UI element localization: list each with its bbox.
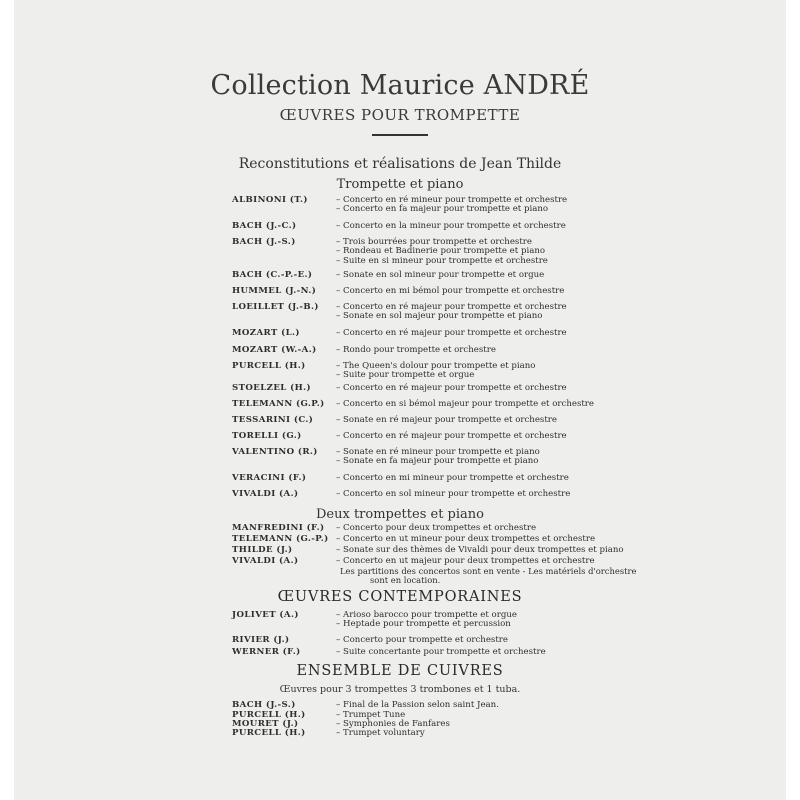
work-title: – Concerto en sol mineur pour trompette et orchestre: [336, 489, 571, 499]
work-title: – Concerto en ré majeur pour trompette et orchestre: [336, 302, 567, 312]
works-list: [336, 557, 595, 566]
work-title: – Concerto pour trompette et orchestre: [336, 635, 508, 645]
rental-note-line-1: Les partitions des concertos sont en vente - Les matériels d'orchestre: [340, 566, 637, 576]
composer-name: TELEMANN (G.P.): [232, 399, 325, 409]
works-list: [336, 271, 544, 280]
composer-name: BACH (J.-S.): [232, 237, 296, 247]
composer-name: BACH (J.-S.): [232, 700, 296, 710]
page-subtitle: ŒUVRES POUR TROMPETTE: [279, 106, 521, 124]
composer-name: VIVALDI (A.): [232, 489, 299, 499]
work-title: – Concerto en ré majeur pour trompette et orchestre: [336, 328, 567, 338]
works-list: [336, 636, 508, 645]
section-heading-trompette-piano: Trompette et piano: [336, 177, 464, 192]
work-title: – Concerto en ré majeur pour trompette et orchestre: [336, 383, 567, 393]
composer-name: TELEMANN (G.-P.): [232, 534, 329, 544]
work-title: – Suite pour trompette et orgue: [336, 370, 475, 381]
works-list: [336, 729, 425, 738]
composer-name: WERNER (F.): [232, 647, 301, 657]
works-list: [336, 448, 540, 467]
composer-name: MOURET (J.): [232, 719, 299, 729]
composer-name: LOEILLET (J.-B.): [232, 302, 319, 312]
composer-name: BACH (J.-C.): [232, 221, 297, 231]
work-title: – Trumpet Tune: [336, 710, 406, 720]
page-title: Collection Maurice ANDRÉ: [210, 70, 590, 101]
work-title: – Concerto en ut mineur pour deux trompettes et orchestre: [336, 534, 596, 544]
rental-note-line-2: sont en location.: [370, 575, 441, 586]
work-title: – Sonate en sol majeur pour trompette et piano: [336, 311, 543, 322]
section-heading-cuivres: ENSEMBLE DE CUIVRES: [296, 663, 504, 679]
work-title: – Sonate en fa majeur pour trompette et piano: [336, 456, 539, 467]
composer-name: BACH (C.-P.-E.): [232, 270, 313, 280]
composer-name: MOZART (W.-A.): [232, 345, 317, 355]
composer-name: VIVALDI (A.): [232, 556, 299, 566]
work-title: – Final de la Passion selon saint Jean.: [336, 700, 499, 710]
works-list: [336, 648, 546, 657]
work-title: – Sonate en sol mineur pour trompette et orgue: [336, 270, 545, 280]
composer-name: HUMMEL (J.-N.): [232, 286, 317, 296]
works-list: [336, 196, 567, 215]
works-list: [336, 611, 517, 630]
works-list: [336, 701, 499, 710]
composer-name: JOLIVET (A.): [232, 610, 299, 620]
work-title: – Concerto en si bémol majeur pour trompette et orchestre: [336, 399, 594, 409]
works-list: [336, 546, 624, 555]
works-list: [336, 346, 496, 355]
works-list: [336, 222, 566, 231]
composer-name: ALBINONI (T.): [232, 195, 308, 205]
composer-name: MOZART (L.): [232, 328, 300, 338]
composer-name: PURCELL (H.): [232, 728, 306, 738]
works-list: [336, 432, 567, 441]
work-title: – Concerto en la mineur pour trompette et orchestre: [336, 221, 566, 231]
composer-name: RIVIER (J.): [232, 635, 290, 645]
composer-name: STOELZEL (H.): [232, 383, 311, 393]
work-title: – Rondo pour trompette et orchestre: [336, 345, 496, 355]
work-title: – Trois bourrées pour trompette et orchestre: [336, 237, 532, 247]
work-title: – Concerto en ut majeur pour deux trompettes et orchestre: [336, 556, 595, 566]
rental-note: [340, 567, 636, 585]
works-list: [336, 287, 564, 296]
work-title: – Trumpet voluntary: [336, 728, 425, 738]
composer-name: TORELLI (G.): [232, 431, 302, 441]
work-title: – Sonate en ré majeur pour trompette et orchestre: [336, 415, 557, 425]
works-list: [336, 400, 594, 409]
work-title: – Concerto en fa majeur pour trompette et piano: [336, 204, 549, 215]
work-title: – Symphonies de Fanfares: [336, 719, 450, 729]
work-title: – Suite en si mineur pour trompette et orchestre: [336, 255, 548, 266]
work-title: – The Queen's dolour pour trompette et piano: [336, 361, 536, 371]
work-title: – Suite concertante pour trompette et orchestre: [336, 647, 546, 657]
work-title: – Concerto en ré mineur pour trompette et orchestre: [336, 195, 568, 205]
section-heading-deux-trompettes: Deux trompettes et piano: [316, 507, 484, 522]
composer-name: VERACINI (F.): [232, 473, 307, 483]
work-title: – Sonate en ré mineur pour trompette et piano: [336, 447, 540, 457]
works-list: [336, 303, 567, 322]
work-title: – Rondeau et Badinerie pour trompette et piano: [336, 246, 546, 257]
work-title: – Heptade pour trompette et percussion: [336, 619, 511, 630]
work-title: – Arioso barocco pour trompette et orgue: [336, 610, 517, 620]
work-title: – Concerto en ré majeur pour trompette et orchestre: [336, 431, 567, 441]
works-list: [336, 535, 595, 544]
composer-name: VALENTINO (R.): [232, 447, 318, 457]
works-list: [336, 238, 548, 266]
works-list: [336, 416, 557, 425]
section-subheading-cuivres: Œuvres pour 3 trompettes 3 trombones et 1 tuba.: [279, 684, 521, 695]
catalog-page: [14, 0, 786, 800]
works-list: [336, 384, 567, 393]
composer-name: TESSARINI (C.): [232, 415, 314, 425]
section-heading-contemporaines: ŒUVRES CONTEMPORAINES: [277, 589, 523, 605]
work-title: – Concerto en mi mineur pour trompette et orchestre: [336, 473, 569, 483]
composer-name: PURCELL (H.): [232, 361, 306, 371]
works-list: [336, 524, 536, 533]
works-list: [336, 490, 570, 499]
work-title: – Sonate sur des thèmes de Vivaldi pour deux trompettes et piano: [336, 545, 624, 555]
composer-name: MANFREDINI (F.): [232, 523, 325, 533]
works-list: [336, 474, 569, 483]
credit-line: Reconstitutions et réalisations de Jean Thilde: [238, 156, 562, 172]
composer-name: THILDE (J.): [232, 545, 293, 555]
works-list: [336, 329, 567, 338]
title-divider: [372, 134, 428, 136]
work-title: – Concerto pour deux trompettes et orchestre: [336, 523, 537, 533]
composer-name: PURCELL (H.): [232, 710, 306, 720]
work-title: – Concerto en mi bémol pour trompette et orchestre: [336, 286, 565, 296]
works-list: [336, 362, 535, 381]
